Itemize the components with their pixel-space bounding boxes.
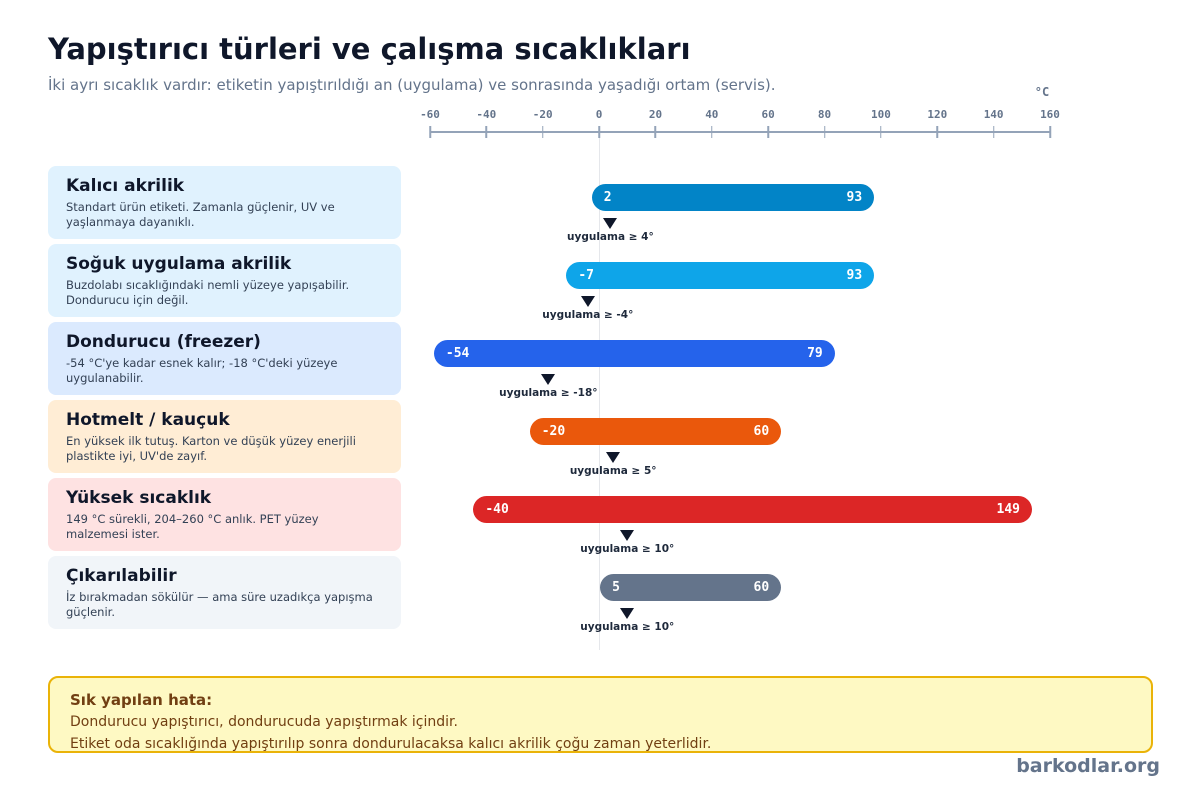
service-range-bar [473, 496, 1032, 523]
axis-tick [711, 126, 713, 138]
adhesive-name: Dondurucu (freezer) [66, 332, 261, 352]
tick-label: 140 [983, 108, 1004, 121]
service-range-bar [600, 574, 781, 601]
note-line-1: Dondurucu yapıştırıcı, dondurucuda yapıştırmak içindir. [70, 714, 458, 730]
range-min-label: -20 [541, 424, 566, 439]
tick-label: 20 [648, 108, 663, 121]
tick-label: 120 [927, 108, 948, 121]
note-title: Sık yapılan hata: [70, 691, 213, 709]
range-max-label: 93 [846, 190, 863, 205]
adhesive-name: Kalıcı akrilik [66, 176, 185, 196]
range-max-label: 60 [753, 424, 770, 439]
application-label: uygulama ≥ 10° [580, 543, 675, 555]
application-label: uygulama ≥ 10° [580, 621, 675, 633]
adhesive-description: -54 °C'ye kadar esnek kalır; -18 °C'deki yüzeye uygulanabilir. [66, 356, 338, 385]
axis-tick [655, 126, 657, 138]
application-marker-icon [620, 530, 634, 541]
service-range-bar [434, 340, 835, 367]
tick-label: 0 [595, 108, 603, 121]
service-range-bar [530, 418, 781, 445]
service-range-bar [566, 262, 874, 289]
application-marker-icon [603, 218, 617, 229]
range-max-label: 93 [846, 268, 863, 283]
adhesive-description: İz bırakmadan sökülür — ama süre uzadıkça yapışma güçlenir. [66, 590, 373, 619]
axis-tick [767, 126, 769, 138]
tick-label: 80 [817, 108, 832, 121]
range-max-label: 60 [753, 580, 770, 595]
axis-tick [486, 126, 488, 138]
page-subtitle: İki ayrı sıcaklık vardır: etiketin yapıştırıldığı an (uygulama) ve sonrasında yaşadığı ortam (servis). [48, 76, 776, 94]
axis-tick [937, 126, 939, 138]
axis-unit: °C [1034, 85, 1050, 99]
axis-tick [993, 126, 995, 138]
application-marker-icon [581, 296, 595, 307]
adhesive-card [48, 322, 401, 395]
common-mistake-note [48, 676, 1153, 753]
tick-label: 100 [870, 108, 891, 121]
application-marker-icon [606, 452, 620, 463]
application-marker-icon [620, 608, 634, 619]
adhesive-description: Standart ürün etiketi. Zamanla güçlenir, UV ve yaşlanmaya dayanıklı. [66, 200, 335, 229]
range-min-label: -54 [445, 346, 470, 361]
adhesive-name: Çıkarılabilir [66, 566, 177, 586]
adhesive-card [48, 244, 401, 317]
adhesive-name: Soğuk uygulama akrilik [66, 254, 292, 274]
axis-line [430, 131, 1050, 133]
tick-label: -40 [476, 108, 497, 121]
note-line-2: Etiket oda sıcaklığında yapıştırılıp sonra dondurulacaksa kalıcı akrilik çoğu zaman yeterlidir. [70, 736, 712, 752]
range-min-label: 2 [603, 190, 612, 205]
adhesive-description: 149 °C sürekli, 204–260 °C anlık. PET yüzey malzemesi ister. [66, 512, 319, 541]
application-label: uygulama ≥ 5° [569, 465, 657, 477]
range-min-label: -7 [578, 268, 595, 283]
application-label: uygulama ≥ 4° [567, 231, 654, 243]
service-range-bar [592, 184, 874, 211]
application-label: uygulama ≥ -4° [542, 309, 634, 321]
adhesive-name: Hotmelt / kauçuk [66, 410, 230, 430]
axis-tick [880, 126, 882, 138]
adhesive-card [48, 166, 401, 239]
tick-label: -60 [420, 108, 440, 121]
adhesive-description: Buzdolabı sıcaklığındaki nemli yüzeye yapışabilir. Dondurucu için değil. [66, 278, 350, 307]
axis-tick [542, 126, 544, 138]
tick-label: 160 [1040, 108, 1060, 121]
adhesive-description: En yüksek ilk tutuş. Karton ve düşük yüzey enerjili plastikte iyi, UV'de zayıf. [66, 434, 356, 463]
axis-tick [824, 126, 826, 138]
tick-label: 40 [705, 108, 719, 121]
brand-logo-text[interactable]: barkodlar.org [1016, 755, 1160, 777]
axis-tick [598, 126, 600, 138]
page-title: Yapıştırıcı türleri ve çalışma sıcaklıkları [48, 32, 691, 66]
adhesive-card [48, 478, 401, 551]
adhesive-name: Yüksek sıcaklık [66, 488, 212, 508]
adhesive-card [48, 400, 401, 473]
application-marker-icon [541, 374, 555, 385]
tick-label: 60 [761, 108, 775, 121]
range-max-label: 79 [807, 346, 823, 361]
range-max-label: 149 [996, 502, 1020, 517]
range-min-label: 5 [612, 580, 620, 595]
range-min-label: -40 [485, 502, 509, 517]
application-label: uygulama ≥ -18° [499, 387, 598, 399]
axis-tick [1049, 126, 1051, 138]
tick-label: -20 [532, 108, 553, 121]
axis-tick [429, 126, 431, 138]
adhesive-card [48, 556, 401, 629]
